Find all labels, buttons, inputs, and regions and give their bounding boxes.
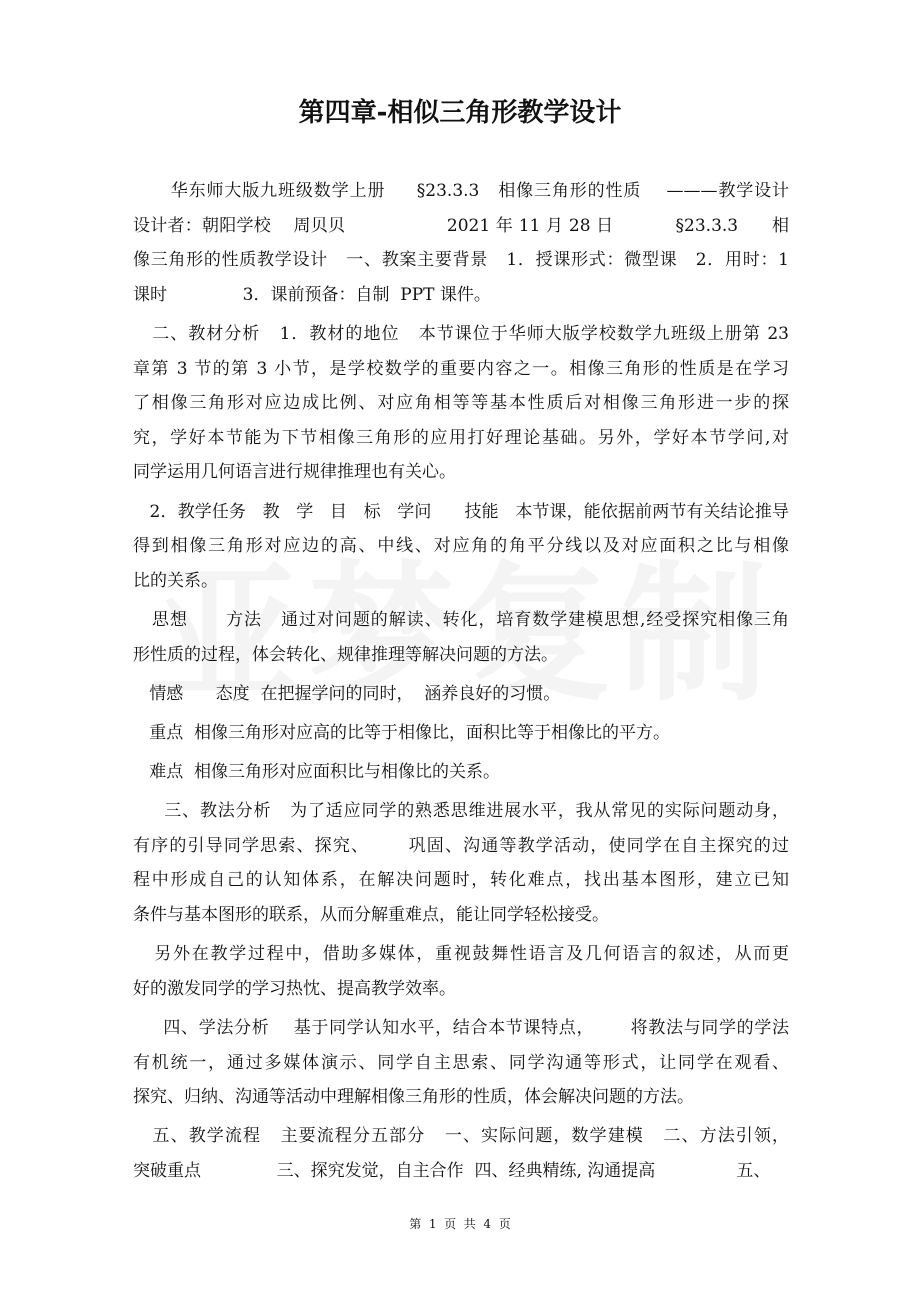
paragraph xyxy=(133,174,789,312)
paragraph-line: 三、教法分析 为了适应同学的熟悉思维进展水平，我从常见的实际问题动身， xyxy=(133,801,789,822)
paragraph xyxy=(133,755,789,790)
paragraph-line: 突破重点 三、探究发觉，自主合作 四、经典精练, 沟通提高 五、 xyxy=(133,1160,771,1181)
paragraph-line: 探究、归纳、沟通等活动中理解相像三角形的性质，体会解决问题的方法。 xyxy=(133,1087,694,1108)
document-body xyxy=(133,174,789,1189)
paragraph-line: 形性质的过程，体会转化、规律推理等解决问题的方法。 xyxy=(133,644,558,665)
paragraph-line: 了相像三角形对应边成比例、对应角相等等基本性质后对相像三角形进一步的探 xyxy=(133,393,789,414)
paragraph-line: 好的激发同学的学习热忱、提高教学效率。 xyxy=(133,978,456,999)
paragraph xyxy=(133,677,789,712)
paragraph-line: 课时 3．课前预备：自制 PPT 课件。 xyxy=(133,284,491,305)
document-title: 第四章-相似三角形教学设计 xyxy=(298,98,622,128)
paragraph xyxy=(133,794,789,932)
paragraph-line: 重点 相像三角形对应高的比等于相像比，面积比等于相像比的平方。 xyxy=(133,722,671,743)
page-footer: 第 1 页 共 4 页 xyxy=(409,1217,511,1231)
paragraph-line: 2．教学任务 教 学 目 标 学问 技能 本节课，能依据前两节有关结论推导 xyxy=(133,501,789,522)
paragraph-line: 难点 相像三角形对应面积比与相像比的关系。 xyxy=(133,762,501,783)
paragraph-line: 设计者：朝阳学校 周贝贝 2021 年 11 月 28 日 §23.3.3 相 xyxy=(133,215,789,236)
paragraph-line: 有序的引导同学思索、探究、 巩固、沟通等教学活动，使同学在自主探究的过 xyxy=(133,835,789,856)
paragraph xyxy=(133,495,789,599)
paragraph-line: 得到相像三角形对应边的高、中线、对应角的角平分线以及对应面积之比与相像 xyxy=(133,536,789,557)
paragraph-line: 华东师大版九班级数学上册 §23.3.3 相像三角形的性质 ———教学设计 xyxy=(133,181,789,201)
paragraph xyxy=(133,716,789,751)
paragraph-line: 四、学法分析 基于同学认知水平，结合本节课特点， 将教法与同学的学法 xyxy=(133,1018,789,1038)
paragraph-line: 究，学好本节能为下节相像三角形的应用打好理论基础。另外，学好本节学问,对 xyxy=(133,427,789,448)
paragraph xyxy=(133,603,789,672)
paragraph-line: 同学运用几何语言进行规律推理也有关心。 xyxy=(133,462,456,483)
paragraph-line: 条件与基本图形的联系，从而分解重难点，能让同学轻松接受。 xyxy=(133,905,609,926)
paragraph-line: 另外在教学过程中，借助多媒体，重视鼓舞性语言及几何语言的叙述，从而更 xyxy=(133,944,789,965)
paragraph-line: 像三角形的性质教学设计 一、教案主要背景 1．授课形式：微型课 2．用时：1 xyxy=(133,250,789,271)
paragraph xyxy=(133,317,789,490)
paragraph xyxy=(133,1011,789,1115)
paragraph-line: 情感 态度 在把握学问的同时， 涵养良好的习惯。 xyxy=(133,683,561,704)
paragraph xyxy=(133,937,789,1006)
paragraph-line: 程中形成自己的认知体系，在解决问题时，转化难点，找出基本图形，建立已知 xyxy=(133,870,789,891)
paragraph-line: 章第 3 节的第 3 小节，是学校数学的重要内容之一。相像三角形的性质是在学习 xyxy=(133,358,789,379)
paragraph-line: 比的关系。 xyxy=(133,570,218,591)
paragraph-line: 有机统一，通过多媒体演示、同学自主思索、同学沟通等形式，让同学在观看、 xyxy=(133,1052,789,1073)
paragraph-line: 五、教学流程 主要流程分五部分 一、实际问题，数学建模 二、方法引领， xyxy=(133,1126,789,1147)
paragraph-line: 二、教材分析 1．教材的地位 本节课位于华师大版学校数学九班级上册第 23 xyxy=(133,323,789,344)
paragraph-line: 思想 方法 通过对问题的解读、转化，培育数学建模思想,经受探究相像三角 xyxy=(133,609,789,630)
paragraph xyxy=(133,1119,789,1188)
